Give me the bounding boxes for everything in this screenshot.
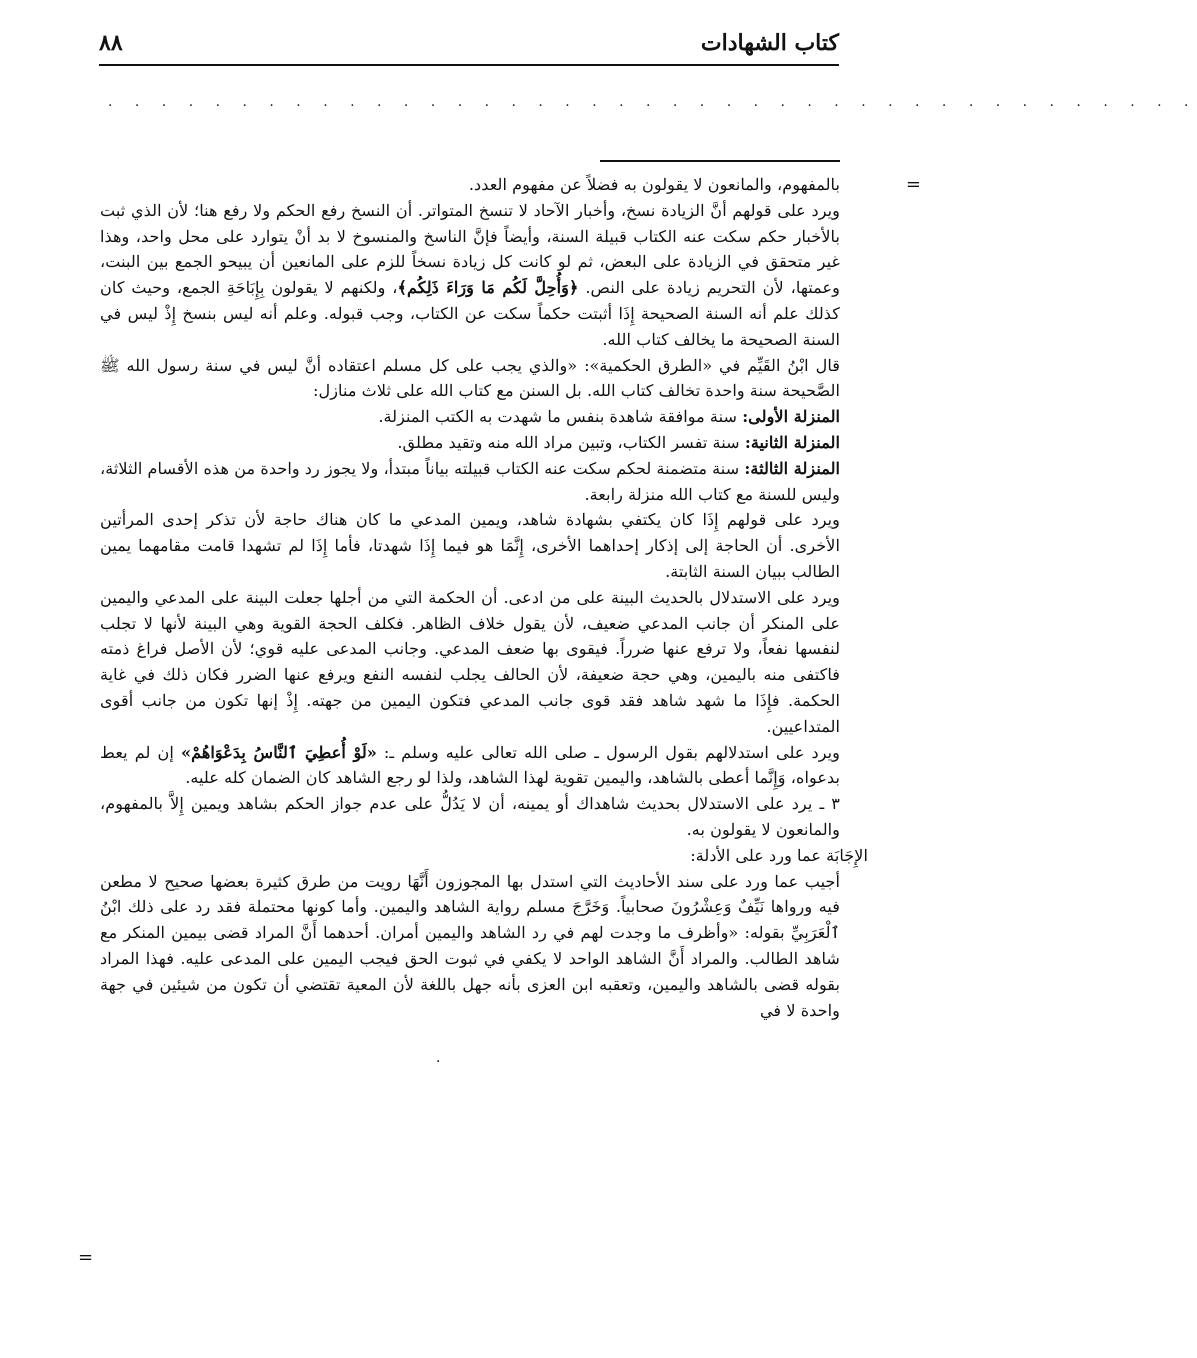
text-run: سنة متضمنة لحكم سكت عنه الكتاب قبيلته بياناً مبتدأ، ولا يجوز رد واحدة من هذه الأقسام الثلاثة، وليس للسنة مع كتاب الله منزلة رابعة. [100,458,840,504]
text-run: ، ولكنهم لا يقولون بِإِبَاحَةِ الجمع، وحيث كان كذلك علم أنه السنة الصحيحة إِذَا أثبتت حكماً سكت عن الكتاب، وجب قبوله. وعلم أنه ليس بنسخ إِذْ ليس في السنة الصحيحة ما يخالف كتاب الله. [100,278,840,349]
text-run: ويرد على قولهم أنَّ الزيادة نسخ، وأخبار الآحاد لا تنسخ المتواتر. أن النسخ رفع الحكم ولا رفع هنا؛ لأن الذي ثبت بالأخبار حكم سكت عنه الكتاب قبيلة السنة، وأيضاً فإنَّ الناسخ والمنسوخ لا بد أنْ يتوارد على محل واحد، وهذا غير متحقق في الزيادة على البعض، ثم لو كانت كل زيادة نسخاً للزم على المانعين أن يبيحو الجمع بين البنت، وعمتها، لأن التحريم زيادة على النص. [100,200,841,298]
paragraph: ويرد على الاستدلال بالحديث البينة على من ادعى. أن الحكمة التي من أجلها جعلت البينة على المدعي واليمين على المنكر أن جانب المدعي ضعيف، لأن يقول خلاف الظاهر. فكلف الحجة القوية وهي البينة لأنها لا تجلب لنفسها نفعاً، ولا ترفع عنها ضرراً. فيقوى بها ضعف المدعي. وجانب المدعى عليه قوي؛ لأن الأصل فراغ ذمته فاكتفى منه باليمين، وهي حجة ضعيفة، لأن الحالف يجلب لنفسه النفع ويرفع عنها الضرر فكان ذلك في غاية الحكمة. فإِذَا ما شهد شاهد فقد قوى جانب المدعي فتكون اليمين من جهته. إِذْ إنها تكون من جانب أقوى المتداعيين. [100,587,840,736]
paragraph [100,456,840,508]
running-title: كتاب الشهادات [700,30,839,56]
continuation-mark: = [905,174,921,195]
dotted-separator: . . . . . . . . . . . . . . . . . . . . . . . . . . . . . . . . . . . . . . . . . [108,94,1197,110]
bold-label: المنزلة الثالثة: [744,458,840,478]
paragraph: قال ابْنُ القَيِّم في «الطرق الحكمية»: «والذي يجب على كل مسلم اعتقاده أنَّ ليس في سنة رسول الله ﷺ الصَّحيحة سنة واحدة تخالف كتاب الله. بل السنن مع كتاب الله على ثلاث منازل: [100,355,840,401]
stray-dot: . [436,1050,441,1066]
paragraph: ويرد على قولهم إِذَا كان يكتفي بشهادة شاهد، ويمين المدعي ما كان هناك حاجة لأن تذكر إحدى المرأتين الأخرى. أن الحاجة إلى إذكار إحداهما الأخرى، إِنَّمَا هو فيما إِذَا شهدتا، فأما إِذَا لم تشهدا قامت مقامهما يمين الطالب ببيان السنة الثابتة. [100,510,840,581]
continuation-mark-end: = [78,1247,94,1268]
paragraph [100,198,840,353]
hadith-quote: «لَوْ أُعطِيَ ٱلنَّاسُ بِدَعْوَاهُمْ» [180,742,377,762]
footnote-text [100,172,868,1023]
paragraph [100,740,840,792]
paragraph [100,430,840,456]
page-number: ٨٨ [99,30,123,56]
paragraph: ٣ ـ يرد على الاستدلال بحديث شاهداك أو يمينه، أن لا يَدُلُّ على عدم جواز الحكم بشاهد ويمين إِلاَّ بالمفهوم، والمانعون لا يقولون به. [100,794,840,839]
paragraph: بالمفهوم، والمانعون لا يقولون به فضلاً عن مفهوم العدد. [468,175,840,194]
page-header [99,22,839,66]
bold-label: المنزلة الثانية: [744,432,840,452]
quran-verse: ﴿وَأُحِلَّ لَكُم مَا وَرَاءَ ذَلِكُم﴾ [397,278,579,298]
text-run: سنة موافقة شاهدة بنفس ما شهدت به الكتب المنزلة. [378,407,743,427]
paragraph: أجيب عما ورد على سند الأحاديث التي استدل بها المجوزون أَنَّهَا رويت من طرق كثيرة بعضها صحيح لا مطعن فيه ورواها نَيِّفٌ وَعِشْرُونَ صحابياً. وَخَرَّجَ مسلم رواية الشاهد واليمين. وأما كونها محتملة فقد رد على ذلك ابْنُ ٱلْعَرَبِيِّ بقوله: «وأظرف ما وجدت لهم في رد الشاهد واليمين أمران. أحدهما أَنَّ المراد قضى بيمين المنكر مع شاهد الطالب. والمراد أَنَّ الشاهد الواحد لا يكفي في ثبوت الحق فيجب اليمين على المدعى عليه. فهذا المراد بقوله قضى بالشاهد واليمين، وتعقبه ابن العزى بأنه جهل باللغة لأن المعية تقتضي أن تكون من شيئين في جهة واحدة لا في [100,871,840,1020]
text-run: إن لم يعط بدعواه، وَإِنَّما أعطى بالشاهد، واليمين تقوية لهذا الشاهد، ولذا لو رجع الشاهد كان الضمان كله عليه. [100,742,840,788]
text-run: ويرد على استدلالهم بقول الرسول ـ صلى الله تعالى عليه وسلم ـ: [376,742,840,762]
bold-label: المنزلة الأولى: [742,407,840,427]
footnote-rule [600,160,840,162]
text-run: سنة تفسر الكتاب، وتبين مراد الله منه وتقيد مطلق. [397,432,745,452]
paragraph [100,404,840,430]
section-heading: الإِجَابَة عما ورد على الأدلة: [690,845,868,865]
